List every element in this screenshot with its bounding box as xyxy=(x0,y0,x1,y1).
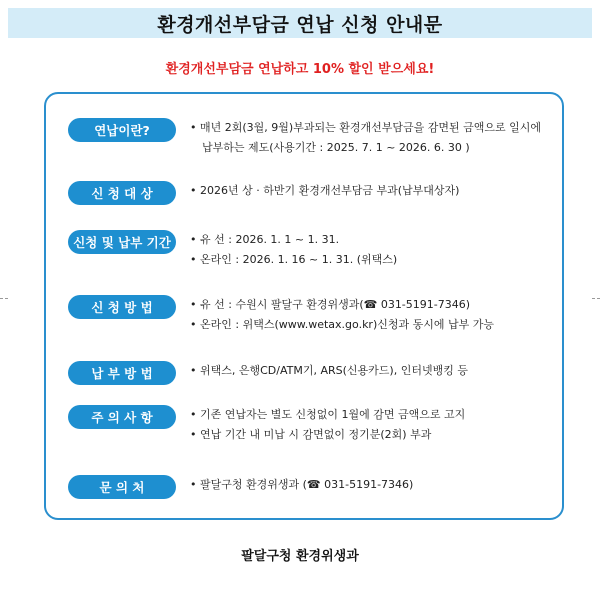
bullet-icon: • xyxy=(190,408,197,421)
bullet-icon: • xyxy=(190,318,197,331)
section-line: • 유 선 : 2026. 1. 1 ~ 1. 31. xyxy=(190,230,397,250)
section-contact xyxy=(68,475,413,499)
subtitle: 환경개선부담금 연납하고 10% 할인 받으세요! xyxy=(165,62,435,77)
bullet-icon: • xyxy=(190,233,197,246)
section-label: 신 청 방 법 xyxy=(68,295,176,319)
section-notes xyxy=(68,405,465,445)
section-line: • 2026년 상 · 하반기 환경개선부담금 부과(납부대상자) xyxy=(190,181,459,201)
section-line: 납부하는 제도(사용기간 : 2025. 7. 1 ~ 2026. 6. 30 ) xyxy=(202,141,470,154)
section-line: • 위택스, 은행CD/ATM기, ARS(신용카드), 인터넷뱅킹 등 xyxy=(190,361,468,381)
section-target xyxy=(68,181,459,205)
footer-department: 팔달구청 환경위생과 xyxy=(241,549,359,564)
bullet-icon: • xyxy=(190,298,197,311)
section-line: • 연납 기간 내 미납 시 감면없이 정기분(2회) 부과 xyxy=(190,425,465,445)
crop-mark-right xyxy=(592,298,600,299)
section-label: 납 부 방 법 xyxy=(68,361,176,385)
bullet-icon: • xyxy=(190,364,197,377)
bullet-icon: • xyxy=(190,478,197,491)
section-label: 연납이란? xyxy=(68,118,176,142)
section-line: • 팔달구청 환경위생과 (☎ 031-5191-7346) xyxy=(190,475,413,495)
section-line: • 매년 2회(3월, 9월)부과되는 환경개선부담금을 감면된 금액으로 일시에 xyxy=(190,118,541,138)
page-title: 환경개선부담금 연납 신청 안내문 xyxy=(8,8,592,38)
bullet-icon: • xyxy=(190,428,197,441)
section-line: • 기존 연납자는 별도 신청없이 1월에 감면 금액으로 고지 xyxy=(190,405,465,425)
section-method xyxy=(68,295,494,335)
bullet-icon: • xyxy=(190,184,197,197)
section-line: • 온라인 : 2026. 1. 16 ~ 1. 31. (위택스) xyxy=(190,250,397,270)
crop-mark-left xyxy=(0,298,8,299)
section-period xyxy=(68,230,397,270)
section-label: 문 의 처 xyxy=(68,475,176,499)
section-payment xyxy=(68,361,468,385)
section-line: • 온라인 : 위택스(www.wetax.go.kr)신청과 동시에 납부 가능 xyxy=(190,315,494,335)
section-what-is-prepayment xyxy=(68,118,541,158)
bullet-icon: • xyxy=(190,253,197,266)
section-label: 신청 및 납부 기간 xyxy=(68,230,176,254)
section-label: 신 청 대 상 xyxy=(68,181,176,205)
section-label: 주 의 사 항 xyxy=(68,405,176,429)
section-line: • 유 선 : 수원시 팔달구 환경위생과(☎ 031-5191-7346) xyxy=(190,295,494,315)
bullet-icon: • xyxy=(190,121,197,134)
